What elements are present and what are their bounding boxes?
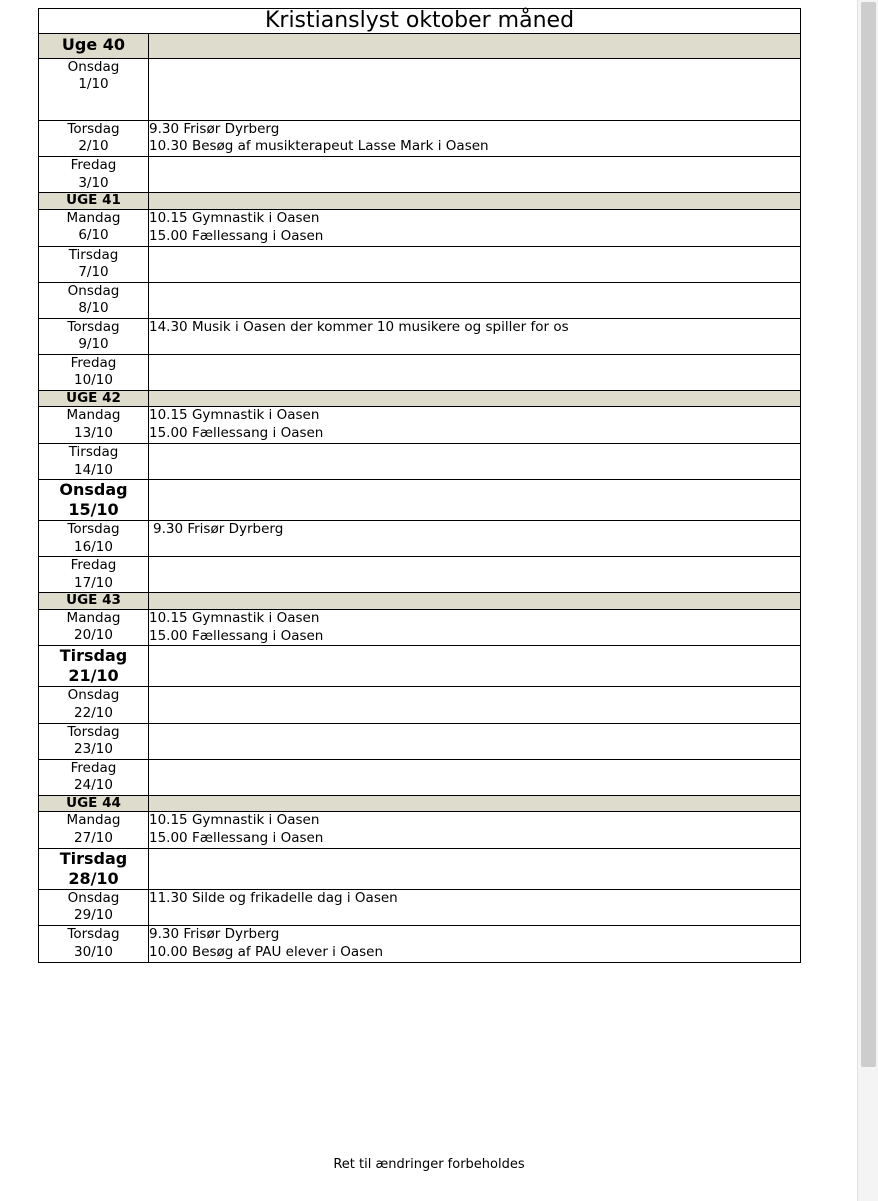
- day-name: Torsdag: [67, 120, 120, 137]
- events-cell: [149, 557, 801, 593]
- event-empty: [149, 646, 800, 664]
- day-date: 28/10: [68, 868, 119, 888]
- day-date: 15/10: [68, 500, 119, 520]
- events-cell: [149, 407, 801, 444]
- week-band-filler: [149, 34, 801, 58]
- day-row: [39, 209, 801, 246]
- day-cell: [39, 557, 149, 593]
- event-empty: [149, 59, 800, 77]
- events-cell: [149, 354, 801, 390]
- event-text: 15.00 Fællessang i Oasen: [149, 830, 324, 847]
- day-name: Onsdag: [67, 889, 120, 906]
- day-date: 21/10: [68, 666, 119, 686]
- event-text: 10.00 Besøg af PAU elever i Oasen: [149, 943, 383, 960]
- scrollbar-track[interactable]: [857, 0, 878, 1201]
- event-empty: [149, 480, 800, 498]
- day-cell: [39, 889, 149, 925]
- week-band-filler: [149, 193, 801, 210]
- day-name: Torsdag: [67, 521, 120, 538]
- events-cell: [149, 609, 801, 646]
- day-row: [39, 407, 801, 444]
- day-name: Tirsdag: [59, 646, 128, 666]
- event-text: 11.30 Silde og frikadelle dag i Oasen: [149, 889, 398, 906]
- day-cell: [39, 120, 149, 157]
- day-row: [39, 889, 801, 925]
- events-cell: [149, 925, 801, 962]
- day-name: Tirsdag: [59, 848, 128, 868]
- events-cell: [149, 157, 801, 193]
- day-row: [39, 848, 801, 889]
- day-cell: [39, 282, 149, 318]
- event-empty: [149, 849, 800, 867]
- scrollbar-thumb[interactable]: [861, 2, 876, 1067]
- event-text: 10.30 Besøg af musikterapeut Lasse Mark i Oasen: [149, 138, 489, 155]
- event-text: 10.15 Gymnastik i Oasen: [149, 407, 320, 424]
- day-row: [39, 557, 801, 593]
- day-name: Torsdag: [67, 723, 120, 740]
- day-name: Fredag: [70, 759, 117, 776]
- day-date: 27/10: [74, 829, 113, 846]
- day-cell: [39, 646, 149, 687]
- events-cell: [149, 246, 801, 282]
- title-row: [39, 9, 801, 34]
- event-text: 15.00 Fællessang i Oasen: [149, 227, 324, 244]
- day-date: 9/10: [78, 336, 109, 353]
- day-row: [39, 120, 801, 157]
- day-row: [39, 282, 801, 318]
- events-cell: [149, 209, 801, 246]
- events-cell: [149, 687, 801, 723]
- event-text: 15.00 Fællessang i Oasen: [149, 627, 324, 644]
- day-date: 3/10: [78, 174, 109, 191]
- events-cell: [149, 646, 801, 687]
- day-row: [39, 521, 801, 557]
- day-name: Mandag: [66, 209, 121, 226]
- events-cell: [149, 759, 801, 795]
- day-date: 17/10: [74, 574, 113, 591]
- event-empty: [149, 247, 800, 265]
- day-date: 2/10: [78, 138, 109, 155]
- calendar-body: [39, 9, 801, 963]
- week-row: [39, 795, 801, 812]
- day-row: [39, 646, 801, 687]
- day-cell: [39, 759, 149, 795]
- event-empty: [149, 444, 800, 462]
- events-cell: [149, 521, 801, 557]
- day-date: 23/10: [74, 741, 113, 758]
- day-cell: [39, 444, 149, 480]
- event-empty: [149, 283, 800, 301]
- events-cell: [149, 120, 801, 157]
- day-row: [39, 354, 801, 390]
- day-date: 29/10: [74, 907, 113, 924]
- events-cell: [149, 58, 801, 120]
- day-row: [39, 480, 801, 521]
- events-cell: [149, 480, 801, 521]
- event-text: 10.15 Gymnastik i Oasen: [149, 812, 320, 829]
- day-cell: [39, 812, 149, 849]
- day-date: 16/10: [74, 538, 113, 555]
- day-cell: [39, 58, 149, 120]
- event-empty: [149, 355, 800, 373]
- calendar-table: [38, 8, 801, 963]
- day-row: [39, 609, 801, 646]
- day-cell: [39, 848, 149, 889]
- day-name: Onsdag: [67, 687, 120, 704]
- event-text: 10.15 Gymnastik i Oasen: [149, 209, 320, 226]
- day-name: Onsdag: [67, 282, 120, 299]
- events-cell: [149, 444, 801, 480]
- week-row: [39, 34, 801, 58]
- day-row: [39, 687, 801, 723]
- day-row: [39, 812, 801, 849]
- event-empty: [149, 557, 800, 575]
- day-cell: [39, 407, 149, 444]
- week-band-filler: [149, 795, 801, 812]
- day-name: Fredag: [70, 557, 117, 574]
- day-cell: [39, 354, 149, 390]
- week-label: UGE 43: [39, 593, 149, 610]
- day-name: Torsdag: [67, 318, 120, 335]
- day-row: [39, 723, 801, 759]
- events-cell: [149, 723, 801, 759]
- event-text: 9.30 Frisør Dyrberg: [149, 925, 280, 942]
- day-row: [39, 444, 801, 480]
- week-label: UGE 44: [39, 795, 149, 812]
- day-row: [39, 157, 801, 193]
- event-text: 10.15 Gymnastik i Oasen: [149, 609, 320, 626]
- day-date: 10/10: [74, 372, 113, 389]
- day-date: 22/10: [74, 705, 113, 722]
- event-text: 9.30 Frisør Dyrberg: [153, 521, 284, 538]
- day-date: 8/10: [78, 300, 109, 317]
- day-cell: [39, 157, 149, 193]
- day-cell: [39, 480, 149, 521]
- events-cell: [149, 318, 801, 354]
- day-row: [39, 759, 801, 795]
- day-cell: [39, 925, 149, 962]
- day-row: [39, 246, 801, 282]
- event-text: 15.00 Fællessang i Oasen: [149, 425, 324, 442]
- day-name: Tirsdag: [68, 246, 119, 263]
- week-label: Uge 40: [39, 34, 149, 58]
- week-row: [39, 390, 801, 407]
- document-footer: Ret til ændringer forbeholdes: [333, 1157, 525, 1172]
- week-label: UGE 42: [39, 390, 149, 407]
- day-date: 20/10: [74, 627, 113, 644]
- day-cell: [39, 687, 149, 723]
- day-row: [39, 925, 801, 962]
- day-date: 13/10: [74, 424, 113, 441]
- event-text: 14.30 Musik i Oasen der kommer 10 musikere og spiller for os: [149, 318, 569, 335]
- day-cell: [39, 209, 149, 246]
- day-date: 30/10: [74, 943, 113, 960]
- day-name: Onsdag: [59, 480, 128, 500]
- day-name: Mandag: [66, 407, 121, 424]
- events-cell: [149, 282, 801, 318]
- event-text: 9.30 Frisør Dyrberg: [149, 120, 280, 137]
- day-cell: [39, 723, 149, 759]
- event-empty: [149, 760, 800, 778]
- events-cell: [149, 889, 801, 925]
- day-name: Mandag: [66, 812, 121, 829]
- day-date: 24/10: [74, 777, 113, 794]
- week-row: [39, 593, 801, 610]
- event-empty: [149, 724, 800, 742]
- event-empty: [149, 157, 800, 175]
- events-cell: [149, 848, 801, 889]
- day-date: 1/10: [78, 76, 109, 93]
- week-band-filler: [149, 593, 801, 610]
- event-empty: [149, 687, 800, 705]
- day-name: Onsdag: [67, 58, 120, 75]
- day-name: Mandag: [66, 609, 121, 626]
- day-name: Fredag: [70, 157, 117, 174]
- day-row: [39, 318, 801, 354]
- day-date: 6/10: [78, 227, 109, 244]
- week-row: [39, 193, 801, 210]
- events-cell: [149, 812, 801, 849]
- day-cell: [39, 318, 149, 354]
- day-cell: [39, 609, 149, 646]
- day-name: Tirsdag: [68, 444, 119, 461]
- day-date: 14/10: [74, 461, 113, 478]
- day-cell: [39, 521, 149, 557]
- page-title: Kristianslyst oktober måned: [39, 9, 801, 34]
- day-name: Torsdag: [67, 925, 120, 942]
- day-name: Fredag: [70, 354, 117, 371]
- day-cell: [39, 246, 149, 282]
- day-row: [39, 58, 801, 120]
- week-band-filler: [149, 390, 801, 407]
- day-date: 7/10: [78, 264, 109, 281]
- week-label: UGE 41: [39, 193, 149, 210]
